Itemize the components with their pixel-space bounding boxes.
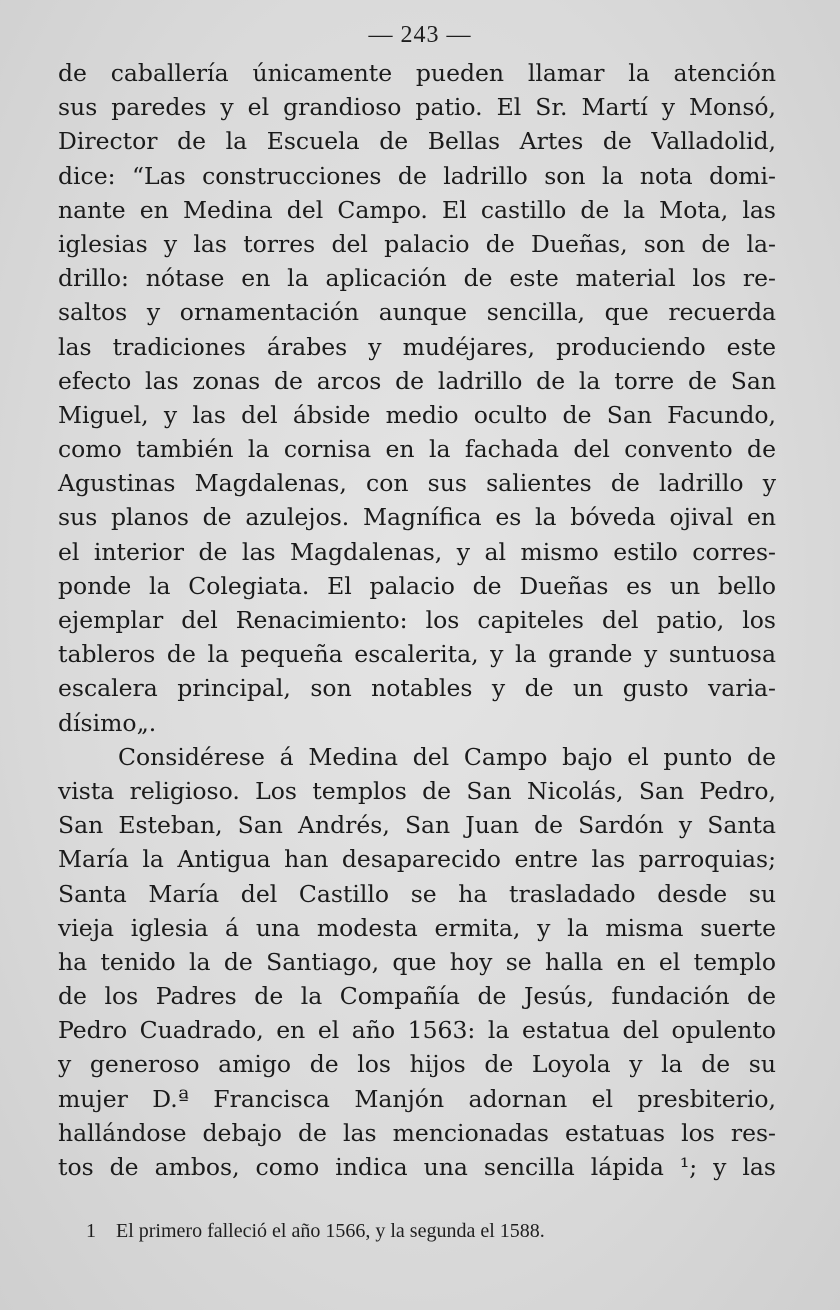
text-line: y generoso amigo de los hijos de Loyola y la de su xyxy=(58,1050,776,1079)
paragraph-2 xyxy=(58,740,776,1184)
text-line: tos de ambos, como indica una sencilla lápida ¹; y las xyxy=(58,1153,776,1181)
text-line: iglesias y las torres del palacio de Dueñas, son de la- xyxy=(58,229,776,258)
text-line: Considérese á Medina del Campo bajo el punto de xyxy=(118,742,776,771)
text-line: de caballería únicamente pueden llamar la atención xyxy=(58,59,776,87)
text-line: las tradiciones árabes y mudéjares, produciendo este xyxy=(58,332,776,361)
footnote-text: El primero falleció el año 1566, y la segunda el 1588. xyxy=(116,1220,545,1242)
text-line: ejemplar del Renacimiento: los capiteles del patio, los xyxy=(58,606,776,634)
text-line: el interior de las Magdalenas, y al mismo estilo corres- xyxy=(58,537,776,566)
text-line: Santa María del Castillo se ha trasladado desde su xyxy=(58,879,776,908)
text-line: hallándose debajo de las mencionadas estatuas los res- xyxy=(58,1118,776,1147)
text-line: sus planos de azulejos. Magnífica es la bóveda ojival en xyxy=(58,503,776,532)
text-line: tableros de la pequeña escalerita, y la grande y suntuosa xyxy=(58,640,776,669)
text-line: ponde la Colegiata. El palacio de Dueñas es un bello xyxy=(58,571,776,600)
text-line: saltos y ornamentación aunque sencilla, que recuerda xyxy=(58,298,776,327)
text-line: Miguel, y las del ábside medio oculto de San Facundo, xyxy=(58,400,776,429)
text-line: como también la cornisa en la fachada del convento de xyxy=(58,435,776,464)
text-line: mujer D.ª Francisca Manjón adornan el presbiterio, xyxy=(58,1084,776,1113)
text-line: San Esteban, San Andrés, San Juan de Sardón y Santa xyxy=(58,811,776,840)
text-line: escalera principal, son notables y de un gusto varia- xyxy=(58,674,776,703)
text-line: María la Antigua han desaparecido entre las parroquias; xyxy=(58,845,776,874)
text-line: dice: “Las construcciones de ladrillo son la nota domi- xyxy=(58,161,776,190)
page-number-header: — 243 — xyxy=(368,22,472,48)
text-line: Pedro Cuadrado, en el año 1563: la estatua del opulento xyxy=(58,1016,776,1045)
text-line: vieja iglesia á una modesta ermita, y la misma suerte xyxy=(58,913,776,942)
text-line: ha tenido la de Santiago, que hoy se halla en el templo xyxy=(58,947,776,976)
text-line: dísimo„. xyxy=(58,708,157,737)
footnote-number: 1 xyxy=(86,1220,96,1242)
paragraph-1 xyxy=(58,56,776,740)
text-line: de los Padres de la Compañía de Jesús, fundación de xyxy=(58,982,776,1011)
footnote xyxy=(86,1220,726,1243)
text-line: sus paredes y el grandioso patio. El Sr. Martí y Monsó, xyxy=(58,93,776,122)
text-line: Director de la Escuela de Bellas Artes de Valladolid, xyxy=(58,127,776,156)
text-line: nante en Medina del Campo. El castillo de la Mota, las xyxy=(58,195,776,224)
text-line: efecto las zonas de arcos de ladrillo de la torre de San xyxy=(58,366,776,395)
body-text xyxy=(58,56,776,1184)
text-line: drillo: nótase en la aplicación de este material los re- xyxy=(58,264,776,293)
text-line: vista religioso. Los templos de San Nicolás, San Pedro, xyxy=(58,776,776,805)
text-line: Agustinas Magdalenas, con sus salientes de ladrillo y xyxy=(58,469,776,498)
